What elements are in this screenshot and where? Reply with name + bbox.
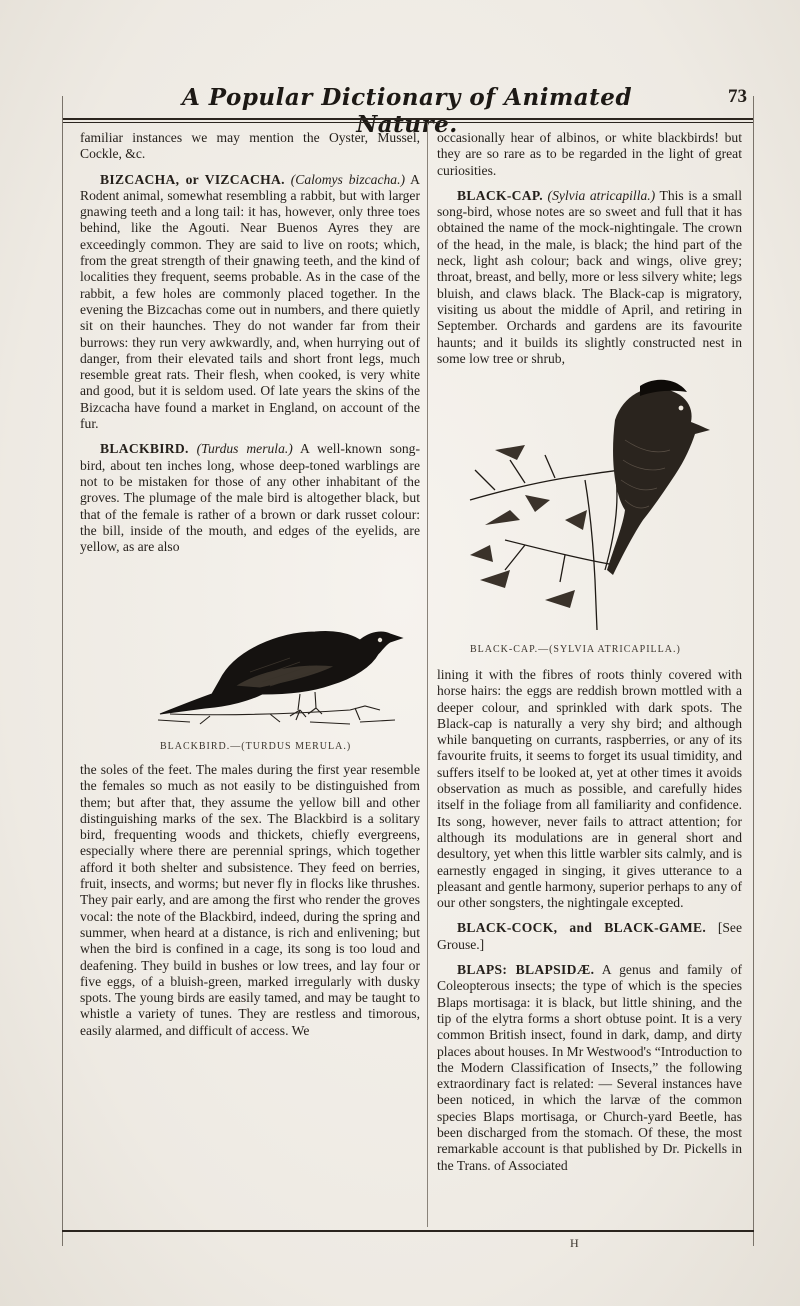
entry-text: A genus and family of Coleopterous insects; the type of which is the species Blaps mortisaga: it is black, but little shining, and the tip of the elytra forms a short obtuse point. It is a very common British insect, found in dark, damp, and dirty places about houses. In Mr Westwood's “Introduction to the Modern Classification of Insects,” the following extraordinary fact is related: — Several instances have been noticed, in which the larvæ of the common species Blaps mortisaga, or Church-yard Beetle, has been discharged from the stomach. Of these, the most remarkable account is that published by Dr. Pickells in the Trans. of Associated	[437, 962, 742, 1173]
latin-name: (Calomys bizcacha.)	[290, 171, 405, 187]
entry-headword: BIZCACHA, or VIZCACHA.	[100, 171, 285, 187]
page-number: 73	[728, 86, 747, 107]
paragraph	[80, 130, 420, 163]
right-border-rule	[753, 96, 754, 1246]
paragraph	[437, 130, 742, 179]
right-column-top	[437, 130, 742, 376]
latin-name: (Sylvia atricapilla.)	[547, 187, 656, 203]
paragraph	[80, 762, 420, 1039]
column-divider	[427, 123, 428, 1227]
header-rule-thin	[62, 122, 754, 123]
blackbird-caption: BLACKBIRD.—(TURDUS MERULA.)	[160, 741, 352, 752]
signature-mark: H	[570, 1236, 579, 1250]
entry-headword: BLACKBIRD.	[100, 441, 189, 457]
paragraph	[437, 920, 742, 953]
running-head-title: A Popular Dictionary of Animated Nature.	[181, 84, 633, 138]
paragraph	[437, 667, 742, 911]
blackbird-illustration	[150, 610, 415, 738]
header-rule	[62, 118, 754, 120]
latin-name: (Turdus merula.)	[196, 441, 293, 457]
entry-text: familiar instances we may mention the Oyster, Mussel, Cockle, &c.	[80, 130, 420, 162]
footer-rule	[62, 1230, 754, 1232]
left-border-rule	[62, 96, 63, 1246]
paragraph	[437, 962, 742, 1174]
paragraph	[437, 188, 742, 367]
entry-headword: BLAPS: BLAPSIDÆ.	[457, 962, 595, 978]
entry-text: [See Grouse.]	[437, 920, 742, 952]
entry-text: A Rodent animal, somewhat resembling a rabbit, but with larger gnawing teeth and a long tail: it has, however, only three toes behind, like the Agouti. Near Buenos Ayres they are exceedingly common. They are said to live on roots; which, from the great strength of their gnawing teeth, and the kind of localities they frequent, seems probable. As in the case of the rabbit, a few holes are commonly placed together. In the evening the Bizcachas come out in numbers, and there quietly sit on their haunches. They do not wander far from their burrows: they run very awkwardly, and, when hurrying out of danger, from their elevated tails and short front legs, much resemble great rats. Their flesh, when cooked, is very white and good, but it is seldom used. Of late years the skins of the Bizcacha have found a market in England, on account of the fur.	[80, 171, 420, 432]
entry-text: lining it with the fibres of roots thinly covered with horse hairs: the eggs are reddish brown mottled with a deeper colour, and sprinkled with dark spots. The Black-cap is naturally a very shy bird; and although while banqueting on currants, raspberries, or any of its favourite fruits, it seems to forget its usual timidity, and suffers itself to be looked at, yet at other times it avoids observation as much as possible, and carefully hides itself in the foliage from all familiarity and confidence. Its song, however, never fails to attract attention; for although its modulations are in general short and desultory, yet when this little warbler sits calmly, and is earnestly engaged in singing, it gives utterance to a pleasant and gentle harmony, superior perhaps to any of our other songsters, the nightingale excepted.	[437, 667, 742, 911]
blackcap-caption: BLACK-CAP.—(SYLVIA ATRICAPILLA.)	[470, 644, 681, 655]
left-column-top	[80, 130, 420, 564]
blackcap-illustration	[465, 350, 715, 640]
left-column-bottom	[80, 762, 420, 1048]
entry-text: occasionally hear of albinos, or white blackbirds! but they are so rare as to be regarded in the light of great curiosities.	[437, 130, 742, 178]
entry-headword: BLACK-COCK, and BLACK-GAME.	[457, 920, 707, 936]
entry-text: the soles of the feet. The males during the first year resemble the females so much as not easily to be distinguished from them; but after that, they assume the yellow bill and other distinguishing marks of the sex. The Blackbird is a solitary bird, frequenting woods and thickets, chiefly evergreens, especially where there are perennial springs, which together afford it both shelter and subsistence. They feed on berries, fruit, insects, and worms; but never fly in flocks like thrushes. They pair early, and are among the first who render the groves vocal: the note of the Blackbird, indeed, during the spring and summer, when heard at a distance, is rich and enlivening; but when the bird is confined in a cage, its song is too loud and deafening. They build in bushes or low trees, and lay four or five eggs, of a bluish-green, marked irregularly with dusky spots. The young birds are easily tamed, and may be taught to whistle a variety of tunes. They are restless and timorous, easily alarmed, and difficult of access. We	[80, 762, 420, 1038]
entry-text: A well-known song-bird, about ten inches long, whose deep-toned warblings are not to be mistaken for those of any other inhabitant of the groves. The plumage of the male bird is altogether black, but that of the female is rather of a brown or dark russet colour: the bill, inside of the mouth, and edges of the eyelids, are yellow, as are also	[80, 441, 421, 555]
right-column-bottom	[437, 667, 742, 1183]
paragraph	[80, 172, 420, 433]
entry-text: This is a small song-bird, whose notes are so sweet and full that it has obtained the name of the mock-nightingale. The crown of the head, in the male, is black; the hind part of the neck, light ash colour; back and wings, olive grey; throat, breast, and belly, more or less silvery white; legs bluish, and claws black. The Black-cap is migratory, visiting us about the middle of April, and retiring in September. Orchards and gardens are its favourite haunts; and it builds its slightly constructed nest in some low tree or shrub,	[437, 187, 742, 366]
entry-headword: BLACK-CAP.	[457, 187, 543, 203]
paragraph	[80, 441, 420, 555]
